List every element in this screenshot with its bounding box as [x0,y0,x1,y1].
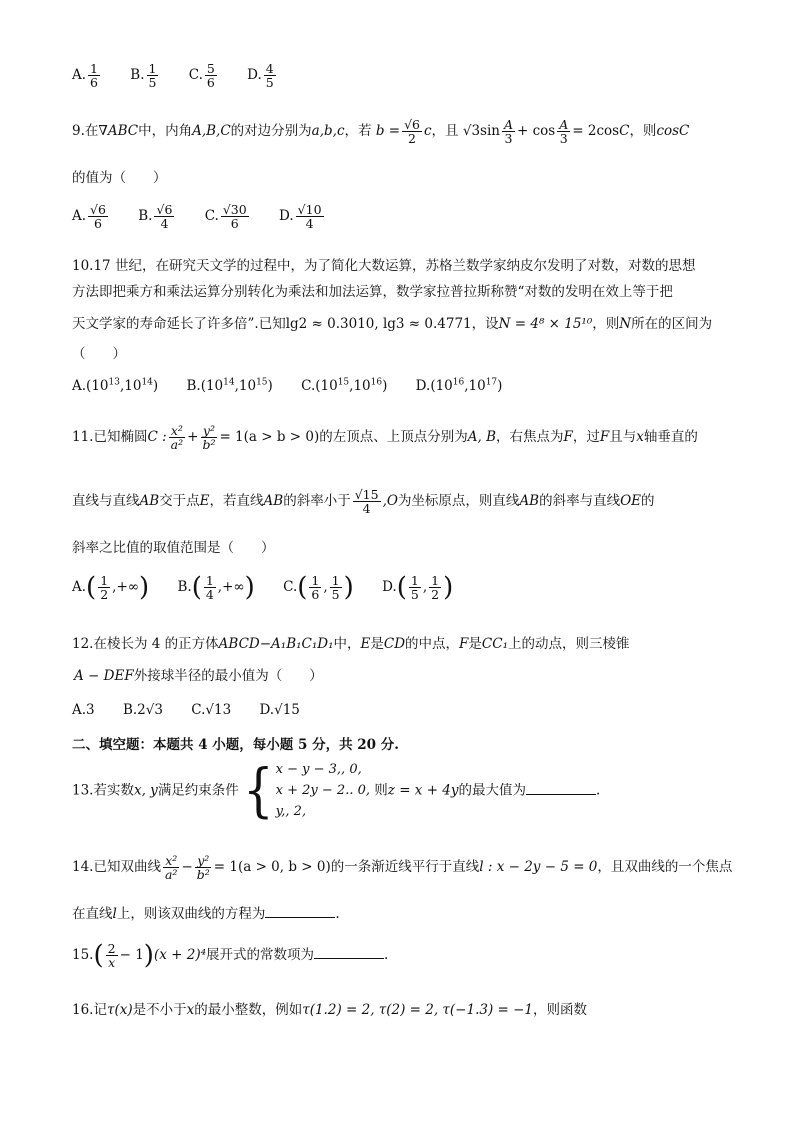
q14-line1: 14.已知双曲线 $\frac{\text{x²}}{\text{a²}}$ − $\frac{\text{y²}}{\text{b²}}$ = 1(a > 0, b > 0)的一条渐近线平行于直线l : x − 2y − 5 = 0，且双曲线的一个焦点 [72,853,733,883]
q12-option-b: B.2√3 [122,702,163,718]
q15-answer-blank[interactable] [314,946,384,959]
q10-line3: 天文学家的寿命延长了许多倍”.已知lg2 ≈ 0.3010, lg3 ≈ 0.4771，设N = 4⁸ × 15¹⁰，则N所在的区间为 [72,316,713,332]
q10-line1: 10.17 世纪，在研究天文学的过程中，为了简化大数运算，苏格兰数学家纳皮尔发明了对数，对数的思想 [72,258,696,274]
q11-option-a: A.( $\frac{1}{2}$ ,+∞) [72,572,150,603]
q14-answer-blank[interactable] [265,905,335,918]
q10-options [72,378,526,394]
q13-constraint-system: { x − y − 3,, 0, x + 2y − 2.. 0, y,, 2, [243,757,370,825]
q10-option-d: $D.(10^{16},10^{17})$ [415,377,503,394]
q13-line: 13.若实数x, y满足约束条件 { x − y − 3,, 0, x + 2y − 2.. 0, y,, 2, 则z = x + 4y的最大值为 . [72,757,601,825]
q12-options [72,702,324,718]
q9-line2: 的值为（ ） [72,170,167,186]
q10-option-c: $C.(10^{15},10^{16})$ [301,377,388,394]
q11-option-c: C.( $\frac{1}{6}$ , $\frac{1}{5}$ ) [283,572,354,603]
q16-line: 16.记τ(x)是不小于x的最小整数，例如τ(1.2) = 2, τ(2) = 2, τ(−1.3) = −1，则函数 [72,1002,588,1018]
q9-options [72,203,350,230]
q8-option-a: A. $\frac{1}{6}$ [72,61,98,91]
q9-option-a: A. $\frac{√6}{6}$ [72,202,106,232]
q13-answer-blank[interactable] [526,782,596,795]
q12-line1: 12.在棱长为 4 的正方体ABCD−A₁B₁C₁D₁中，E是CD的中点，F是CC₁上的动点，则三棱锥 [72,636,630,652]
q14-line2: 在直线l上，则该双曲线的方程为 . [72,906,340,922]
q8-option-b: B. $\frac{1}{5}$ [130,61,157,91]
q11-line1: 11.已知椭圆C : $\frac{\text{x²}}{\text{a²}}$ + $\frac{\text{y²}}{\text{b²}}$ = 1(a > b > 0)的左顶点、上顶点分别为A, B，右焦点为F，过F且与x轴垂直的 [72,423,698,453]
q11-option-d: D.( $\frac{1}{5}$ , $\frac{1}{2}$ ) [382,572,454,603]
q8-option-c: C. $\frac{5}{6}$ [188,61,215,91]
q11-line2: 直线与直线AB交于点E，若直线AB的斜率小于 $\frac{√15}{4}$ ,O为坐标原点，则直线AB的斜率与直线OE的 [72,487,655,517]
q9-option-d: D. $\frac{√10}{4}$ [279,202,322,232]
q9-line1: 9.在∇ABC中，内角A,B,C的对边分别为a,b,c，若 b = $\frac{√6}{2}$ c，且 √3sin $\frac{A}{3}$ + cos $\frac{A}{3}$ = 2cosC，则cosC [72,117,690,147]
q11-option-b: B.( $\frac{1}{4}$ ,+∞) [177,572,255,603]
q9-condition: √3sin $\frac{A}{3}$ + cos $\frac{A}{3}$ = 2cosC [462,117,630,147]
q9-option-b: B. $\frac{√6}{4}$ [138,202,173,232]
q11-line3: 斜率之比值的取值范围是（ ） [72,540,275,556]
q8-options [72,62,302,89]
q9-option-c: C. $\frac{√30}{6}$ [204,202,247,232]
q10-option-b: $B.(10^{14},10^{15})$ [186,377,273,394]
q8-option-d: D. $\frac{4}{5}$ [247,61,274,91]
q10-line2: 方法即把乘方和乘法运算分别转化为乘法和加法运算，数学家拉普拉斯称赞“对数的发明在效上等于把 [72,284,673,300]
q12-option-a: A.3 [72,702,95,718]
q15-line: 15.( $\frac{2}{x}$ − 1)(x + 2)⁴展开式的常数项为 . [72,940,389,971]
section-2-heading: 二、填空题：本题共 4 小题，每小题 5 分，共 20 分. [72,737,399,753]
q10-option-a: $A.(10^{13},10^{14})$ [72,377,159,394]
q10-line4: （ ） [72,346,126,362]
q12-line2: A − DEF外接球半径的最小值为（ ） [74,668,323,684]
q12-option-c: C.√13 [191,702,232,718]
q11-options [72,574,477,601]
q12-option-d: D.√15 [259,702,300,718]
